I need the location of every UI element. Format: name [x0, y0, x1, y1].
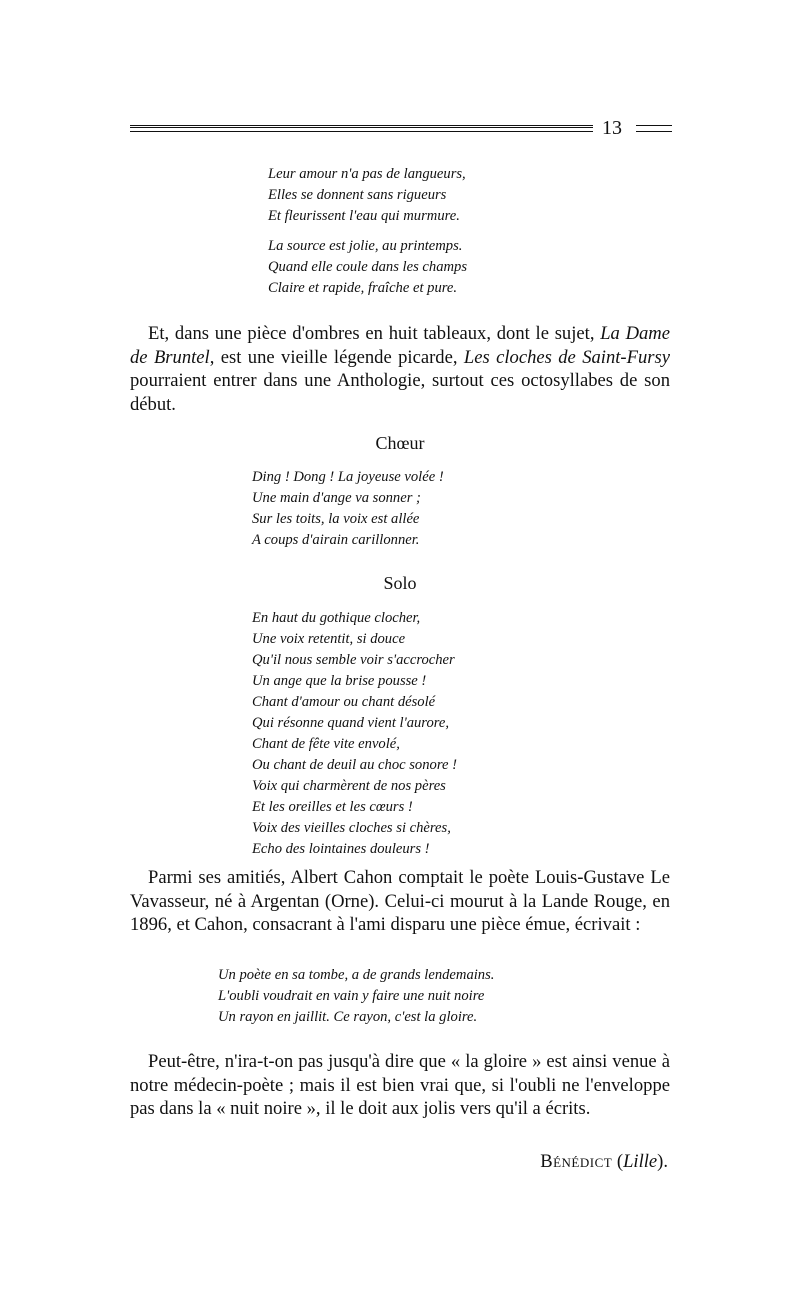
verse-line: Et les oreilles et les cœurs !: [252, 799, 413, 815]
verse-line: Ding ! Dong ! La joyeuse volée !: [252, 469, 444, 485]
verse-line: Ou chant de deuil au choc sonore !: [252, 757, 457, 773]
signature-close: ).: [657, 1151, 668, 1172]
verse-line: Et fleurissent l'eau qui murmure.: [268, 208, 460, 224]
verse-line: Voix des vieilles cloches si chères,: [252, 820, 451, 836]
paragraph-text: , est une vieille légende picarde,: [209, 346, 464, 368]
verse-line: Un poète en sa tombe, a de grands lendemains.: [218, 967, 495, 983]
verse-line: Leur amour n'a pas de langueurs,: [268, 166, 466, 182]
verse-line: Un rayon en jaillit. Ce rayon, c'est la gloire.: [218, 1009, 478, 1025]
page-number: 13: [602, 117, 622, 139]
verse-line: A coups d'airain carillonner.: [252, 532, 420, 548]
verse-line: En haut du gothique clocher,: [252, 610, 421, 626]
verse-line: Chant d'amour ou chant désolé: [252, 694, 436, 710]
paragraph-text: Et, dans une pièce d'ombres en huit tableaux, dont le sujet,: [148, 323, 601, 344]
signature-name: Bénédict: [540, 1151, 613, 1172]
paragraph-1: [130, 322, 670, 416]
verse-line: L'oubli voudrait en vain y faire une nuit noire: [218, 988, 485, 1004]
poem-3: [218, 965, 494, 1028]
verse-line: Une main d'ange va sonner ;: [252, 490, 421, 506]
title-italic: Les cloches de Saint-Fursy: [463, 346, 670, 368]
header-rule-left: [130, 125, 593, 132]
choeur-heading: Chœur: [375, 433, 425, 453]
running-header: [130, 116, 672, 140]
paragraph-3-text: Peut-être, n'ira-t-on pas jusqu'à dire que « la gloire » est ainsi venue à notre médecin-poète ; mais il est bien vrai que, si l'oubli ne l'enveloppe pas dans la « nuit noire », il le doit aux jolis vers qu'il a écrits.: [130, 1051, 670, 1119]
paragraph-3: [130, 1050, 670, 1121]
verse-line: Sur les toits, la voix est allée: [252, 511, 420, 527]
verse-line: Claire et rapide, fraîche et pure.: [268, 280, 458, 296]
paragraph-2: [130, 866, 670, 937]
verse-line: Voix qui charmèrent de nos pères: [252, 778, 446, 794]
verse-line: Un ange que la brise pousse !: [252, 673, 427, 689]
author-signature: [540, 1150, 668, 1174]
verse-line: Qui résonne quand vient l'aurore,: [252, 715, 450, 731]
verse-line: Une voix retentit, si douce: [252, 631, 406, 647]
solo-heading: Solo: [383, 573, 417, 593]
paragraph-2-text: Parmi ses amitiés, Albert Cahon comptait le poète Louis-Gustave Le Vavasseur, né à Argentan (Orne). Celui-ci mourut à la Lande Rouge, en 1896, et Cahon, consacrant à l'ami disparu une pièce émue, écrivait :: [130, 867, 670, 935]
signature-open: (: [612, 1151, 624, 1172]
paragraph-1-text: [130, 322, 670, 416]
solo-verse: [252, 608, 457, 860]
paragraph-text: pourraient entrer dans une Anthologie, surtout ces octosyllabes de son début.: [130, 370, 670, 415]
signature-city: Lille: [623, 1151, 658, 1172]
verse-line: Elles se donnent sans rigueurs: [268, 187, 447, 203]
title-italic: La Dame de Bruntel: [130, 323, 670, 368]
poem-stanza-1: [268, 164, 466, 227]
header-rule-right: [636, 125, 672, 132]
verse-line: Quand elle coule dans les champs: [268, 259, 468, 275]
choeur-verse: [252, 467, 444, 551]
verse-line: Qu'il nous semble voir s'accrocher: [252, 652, 455, 668]
poem-stanza-2: [268, 236, 467, 299]
verse-line: Chant de fête vite envolé,: [252, 736, 400, 752]
verse-line: La source est jolie, au printemps.: [268, 238, 463, 254]
verse-line: Echo des lointaines douleurs !: [252, 841, 430, 857]
